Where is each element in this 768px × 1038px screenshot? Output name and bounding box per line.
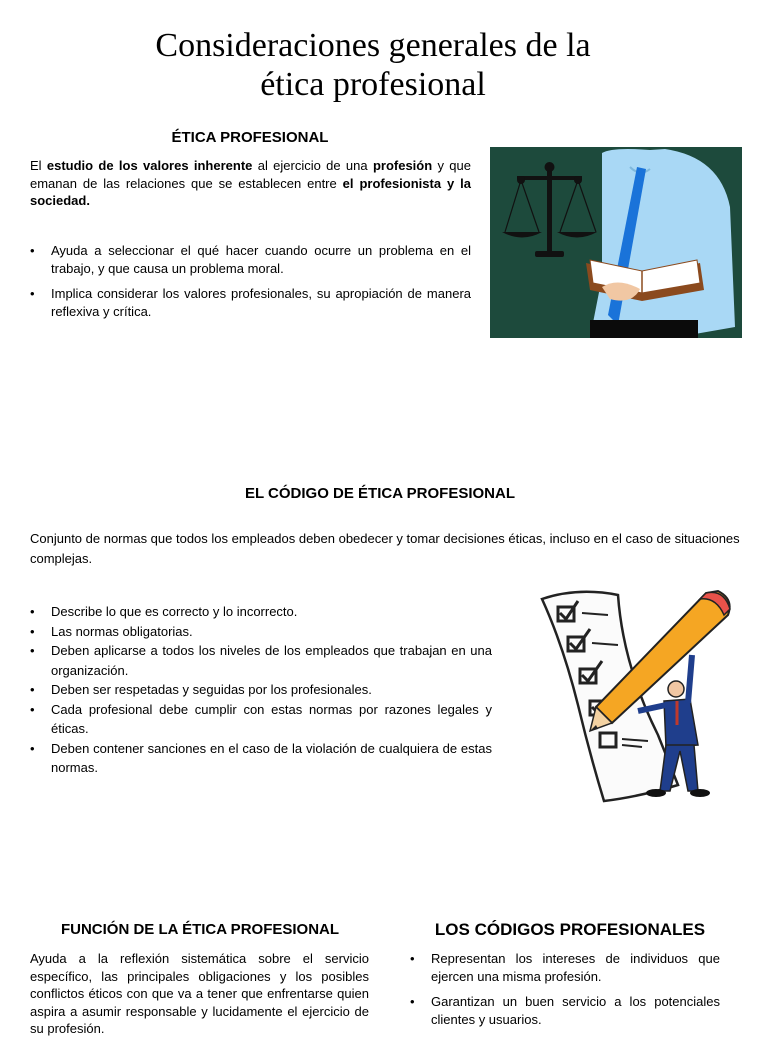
list-item: • Ayuda a seleccionar el qué hacer cuando ocurre un problema en el trabajo, y que causa un problema moral. [30,242,471,277]
list-item: • Garantizan un buen servicio a los potenciales clientes y usuarios. [410,993,720,1028]
intro-bold-2: profesión [372,158,433,173]
intro-text-3: y que emanan de las relaciones que se establecen entre [30,158,471,191]
page-title [0,26,746,104]
page-title-line-1: Consideraciones generales de la [155,27,591,64]
list-item: • Cada profesional debe cumplir con estas normas por razones legales y éticas. [30,700,492,739]
list-item: • Representan los intereses de individuos que ejercen una misma profesión. [410,950,720,985]
section-heading-etica: ÉTICA PROFESIONAL [171,129,329,146]
section-intro-codigo: Conjunto de normas que todos los empleados deben obedecer y tomar decisiones éticas, incluso en el caso de situaciones complejas. [30,531,740,566]
bullet-list-codigos [410,950,720,1028]
intro-bold-1: estudio de los valores inherente [46,158,253,173]
section-text-funcion: Ayuda a la reflexión sistemática sobre el servicio específico, las principales obligaciones y los posibles conflictos éticos con que va a tener que enfrentarse quien aspira a asumir responsable y lucidamente el ejercicio de su profesión. [30,951,369,1036]
bullet-list-etica [30,242,471,320]
list-item: • Implica considerar los valores profesionales, su apropiación de manera reflexiva y crítica. [30,285,471,320]
intro-text-1: El [30,158,47,173]
list-item: • Las normas obligatorias. [30,622,492,642]
list-item: • Describe lo que es correcto y lo incorrecto. [30,602,492,622]
section-heading-funcion: FUNCIÓN DE LA ÉTICA PROFESIONAL [60,921,340,938]
section-heading-codigo: EL CÓDIGO DE ÉTICA PROFESIONAL [244,485,516,502]
intro-text-2: al ejercicio de una [252,158,373,173]
intro-bold-3: el profesionista y la sociedad. [30,175,471,208]
bullet-list-codigo [30,602,492,778]
list-item: • Deben aplicarse a todos los niveles de los empleados que trabajan en una organización. [30,641,492,680]
section-intro-etica [30,157,471,210]
page-title-line-2: ética profesional [260,66,486,103]
section-heading-codigos: LOS CÓDIGOS PROFESIONALES [434,920,706,939]
professional-scales-illustration [490,147,742,338]
list-item: • Deben contener sanciones en el caso de la violación de cualquiera de estas normas. [30,739,492,778]
list-item: • Deben ser respetadas y seguidas por los profesionales. [30,680,492,700]
checklist-pencil-illustration [538,585,738,805]
